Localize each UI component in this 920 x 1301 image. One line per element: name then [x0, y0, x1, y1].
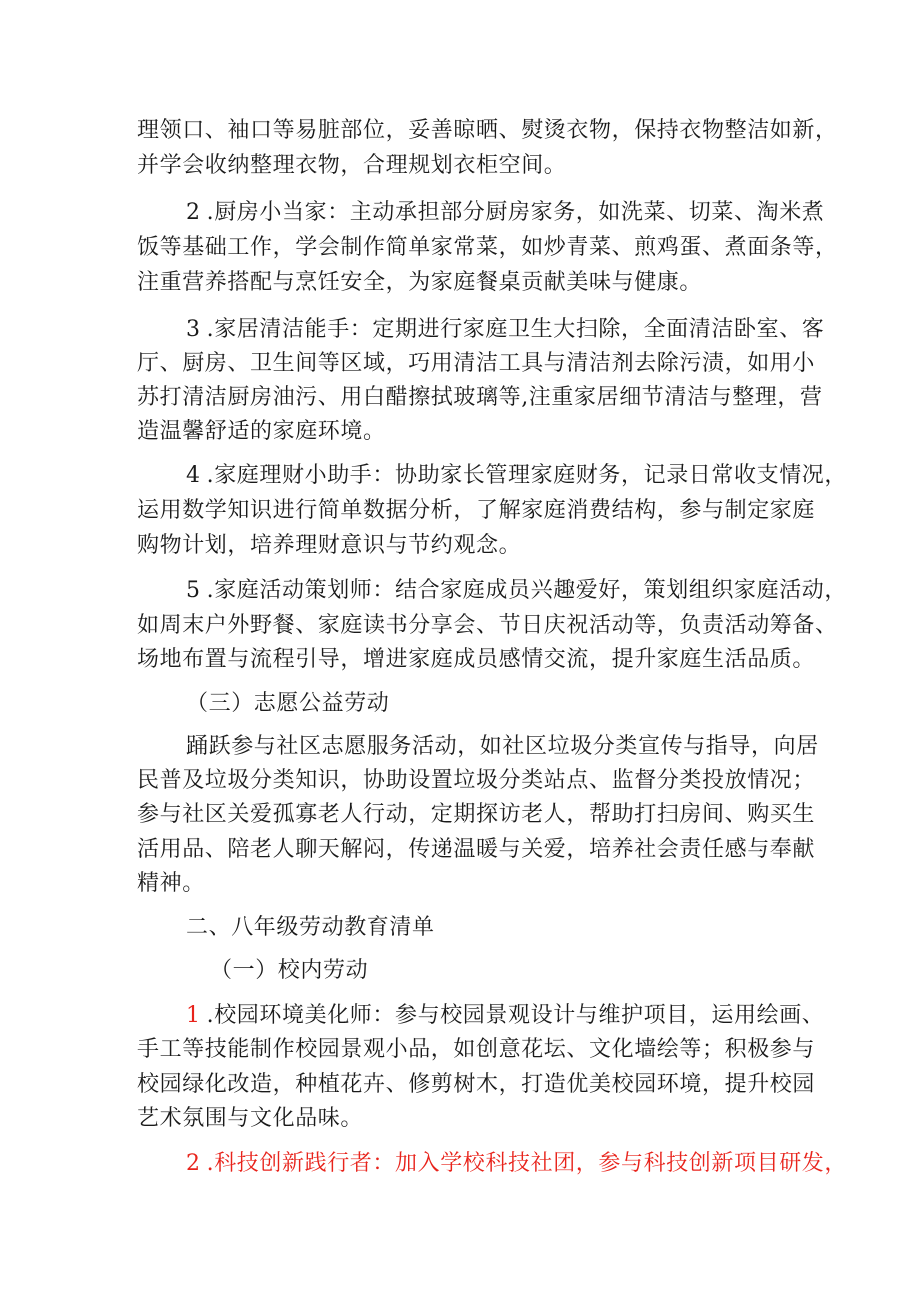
- part2-subheading-1: （一）校内劳动: [210, 958, 369, 983]
- section3-line4: 活用品、陪老人聊天解闷，传递温暖与关爱，培养社会责任感与奉献: [137, 837, 816, 862]
- item5-line2: 如周末户外野餐、家庭读书分享会、节日庆祝活动等，负责活动筹备、: [137, 613, 838, 638]
- item3-line2: 厅、厨房、卫生间等区域，巧用清洁工具与清洁剂去除污渍，如用小: [137, 351, 816, 376]
- item2-line3: 注重营养搭配与烹饪安全，为家庭餐桌贡献美味与健康。: [137, 270, 703, 295]
- item4-number: 4: [186, 463, 201, 488]
- item3-number: 3: [186, 317, 201, 342]
- section3-line1: 踊跃参与社区志愿服务活动，如社区垃圾分类宣传与指导，向居: [186, 734, 819, 759]
- item1-tail-line2: 并学会收纳整理衣物，合理规划衣柜空间。: [137, 153, 567, 178]
- item2-line2: 饭等基础工作，学会制作简单家常菜，如炒青菜、煎鸡蛋、煮面条等，: [137, 235, 838, 260]
- item5-text: .家庭活动策划师：结合家庭成员兴趣爱好，策划组织家庭活动，: [206, 578, 848, 603]
- section3-heading: （三）志愿公益劳动: [186, 691, 390, 716]
- item3-line3: 苏打清洁厨房油污、用白醋擦拭玻璃等,注重家居细节清洁与整理，营: [137, 385, 823, 410]
- item4-line3: 购物计划，培养理财意识与节约观念。: [137, 533, 522, 558]
- p2-item1-number: 1: [186, 1003, 201, 1028]
- item4-line2: 运用数学知识进行简单数据分析，了解家庭消费结构，参与制定家庭: [137, 498, 816, 523]
- p2-item1-line4: 艺术氛围与文化品味。: [137, 1106, 364, 1131]
- p2-item2-line1: [186, 1150, 847, 1178]
- section3-line2: 民普及垃圾分类知识，协助设置垃圾分类站点、监督分类投放情况；: [137, 768, 816, 793]
- item2-line1: [186, 199, 824, 227]
- item3-line4: 造温馨舒适的家庭环境。: [137, 419, 386, 444]
- item3-line1: [186, 316, 824, 344]
- item5-line3: 场地布置与流程引导，增进家庭成员感情交流，提升家庭生活品质。: [137, 647, 816, 672]
- item5-line1: [186, 577, 847, 605]
- item4-text: .家庭理财小助手：协助家长管理家庭财务，记录日常收支情况，: [206, 463, 848, 488]
- item2-number: 2: [186, 200, 201, 225]
- item2-text: .厨房小当家：主动承担部分厨房家务，如洗菜、切菜、淘米煮: [206, 200, 825, 225]
- item3-text: .家居清洁能手：定期进行家庭卫生大扫除，全面清洁卧室、客: [206, 317, 825, 342]
- p2-item1-line3: 校园绿化改造，种植花卉、修剪树木，打造优美校园环境，提升校园: [137, 1072, 816, 1097]
- p2-item1-text: .校园环境美化师：参与校园景观设计与维护项目，运用绘画、: [206, 1003, 825, 1028]
- item5-number: 5: [186, 578, 201, 603]
- section3-line3: 参与社区关爱孤寡老人行动，定期探访老人，帮助打扫房间、购买生: [137, 802, 816, 827]
- section3-line5: 精神。: [137, 871, 205, 896]
- p2-item2-number: 2: [186, 1151, 201, 1176]
- p2-item1-line2: 手工等技能制作校园景观小品，如创意花坛、文化墙绘等；积极参与: [137, 1037, 816, 1062]
- item1-tail-line1: 理领口、袖口等易脏部位，妥善晾晒、熨烫衣物，保持衣物整洁如新，: [137, 118, 838, 143]
- p2-item2-text: .科技创新践行者：加入学校科技社团，参与科技创新项目研发，: [206, 1151, 848, 1176]
- part2-heading: 二、八年级劳动教育清单: [186, 915, 435, 940]
- item4-line1: [186, 462, 847, 490]
- p2-item1-line1: [186, 1002, 824, 1030]
